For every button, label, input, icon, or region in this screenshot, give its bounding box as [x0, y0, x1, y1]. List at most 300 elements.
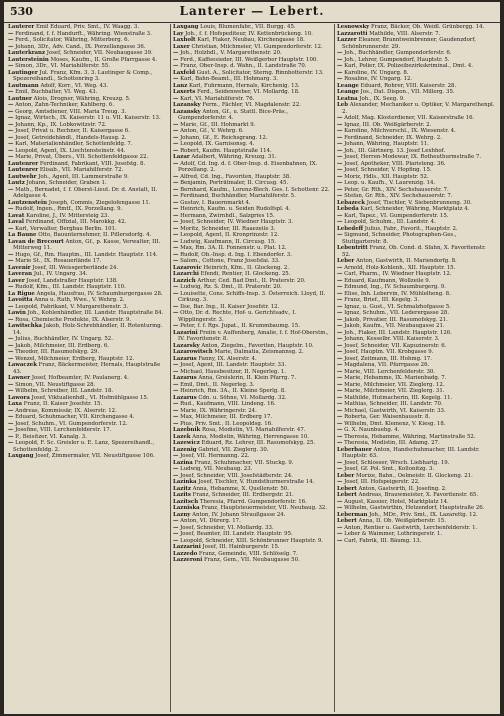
entry-name: — [337, 375, 343, 381]
entry-details: Eduard, Rohrer, VIII. Kaiserstr. 28. [360, 82, 457, 89]
entry-details: Christian, Milchmeier, VI. Gumpendorferstr. 12. [191, 43, 323, 50]
entry-details: Joh., Holzhdl., V. Margarethenstr. 20. [180, 50, 282, 56]
entry-name: — [8, 63, 14, 69]
entry-details: Theresia, Pfarrd. Gumpendorferstr. 16. [199, 498, 307, 505]
entry-name: — [173, 472, 179, 479]
entry-details: Johann, 3Dr., Adv. Cand., IX. Porzellangasse 36. [15, 43, 146, 50]
directory-column-2 [170, 24, 334, 712]
entry-details: Joh., IX. Seeg. 9. [359, 95, 405, 102]
entry-name: — [337, 115, 343, 121]
entry-details: Johann, Kp., IX. Lobkowitzstr. 72. [15, 121, 107, 128]
entry-details: Carl, Fabrik, III. Bäumg. 13. [344, 537, 422, 544]
entry-details: Eduard, Kaufmann, Wollzeile 9. [344, 277, 431, 284]
entry-details: Franz, Ober-Insp. d. Wahn., II. Landstraße 70. [180, 63, 307, 69]
entry-name: — [173, 238, 179, 245]
entry-details: Anton, Gf., p. Kasse, Verwalter, III. Mitterweg 11. [13, 238, 161, 251]
entry-name: Leange [337, 82, 359, 89]
directory-entry [173, 310, 332, 323]
entry-name: — [337, 459, 343, 466]
entry-details: Josef, Viktualienhdl., VI. Hofmühlgasse 15. [31, 394, 149, 401]
entry-name: — [337, 336, 343, 342]
entry-details: Cdn. u. Söhne, VI. Mollardg. 32. [198, 394, 287, 401]
directory-column-1 [6, 24, 170, 712]
entry-name: Lesnowsky [337, 24, 370, 30]
entry-details: Wilhelm, Dmt. Klemenz, V. Kiesg. 18. [344, 420, 446, 427]
entry-name: Lazarchi [173, 271, 199, 277]
entry-name: Lazansky [173, 102, 201, 108]
entry-name: — [173, 212, 179, 219]
entry-name: — [8, 108, 14, 115]
entry-details: Ilse, Bar. Ing., II. Kaiser Josefstr. 12. [180, 303, 280, 310]
entry-name: — [337, 401, 343, 407]
entry-name: — [173, 524, 179, 531]
entry-details: Jakob, Kaufm., VII. Neubaugasse 21. [344, 323, 445, 329]
entry-name: — [173, 537, 179, 544]
entry-details: Emil, Dmt., II. Negerleg. 3. [180, 381, 255, 388]
entry-name: — [173, 160, 179, 167]
entry-details: Josef, Schneider, VI. Mollardg. 33. [180, 524, 274, 531]
entry-name: — [337, 121, 343, 128]
entry-name: Lauterkranz [8, 50, 46, 56]
directory-entry [337, 245, 496, 258]
entry-name: Leberbauer [337, 446, 372, 453]
entry-name: — [173, 251, 179, 258]
entry-details: Joh., Lehrer, Gumpendorf, Hauptstr. 5. [344, 56, 450, 63]
entry-details: Franz, Hauptsteuermeister, VII. Neubaug. 32. [201, 505, 328, 511]
entry-details: Joseph, Commis, Ziegelofengasse 11. [48, 199, 151, 206]
entry-details: Anton, Gastwirth, II. Mariendorfg. 8. [355, 258, 457, 264]
entry-name: — [173, 199, 179, 206]
entry-details: Ferd., Solicitator, Währing, Mitterberg. 6. [15, 37, 130, 43]
directory-column-3 [334, 24, 498, 712]
entry-name: Lavan de Brecourt [8, 238, 64, 245]
entry-details: Anton, Gastwirth, II. Josefing. 2. [358, 485, 447, 492]
entry-details: Moses, Kaufm., II. Große Pfarrgasse 4. [50, 56, 158, 63]
entry-name: Lavoitta [8, 297, 33, 303]
entry-details: Anton, Gf., V. Wehrg. 6. [180, 128, 244, 134]
entry-details: Adolf, Korr., VI. Weg. 43. [40, 82, 109, 89]
entry-details: Josefine, VIII. Lerchenfelderstr. 17. [15, 427, 112, 433]
entry-name: — [173, 258, 179, 264]
entry-details: Alfred, Cd. Ing., Favoriten, Hauptstr. 38. [180, 173, 291, 180]
entry-name: — [337, 232, 343, 238]
entry-details: Simon, 3Dr., VI. Mariahilferstr. 55. [15, 63, 110, 69]
entry-name: — [337, 323, 343, 329]
directory-entry [8, 239, 168, 252]
entry-details: Max, Rm. 3A. II. Fonnenstr. u. Plat. 12. [180, 245, 287, 251]
entry-details: Theodor, III. Rasumofskyg. 29. [15, 349, 100, 355]
entry-name: — [173, 121, 179, 128]
entry-details: Edmund, Ing., IV. Schaumburgerg. 9. [344, 284, 446, 290]
entry-details: Franz, Schneider, III. Erdbergstr. 21. [192, 492, 294, 498]
entry-name: — [8, 121, 14, 128]
entry-name: — [337, 355, 343, 362]
entry-details: Peter, f. f. Rgs. Jupat., II. Krummbaumg. 15. [180, 323, 300, 329]
entry-details: Ignaz, III. Ob. Weißgärberstr. 2. [344, 121, 432, 128]
entry-details: Ferd., Kaffeesieder, III. Weißgerber Hauptstr. 100. [180, 56, 319, 63]
entry-name: Laxgang [173, 24, 199, 30]
running-head: Lanterer — Lebert. [179, 4, 325, 18]
entry-name: — [8, 420, 14, 427]
entry-details: Rud., Kaufmann, VIII. Lindeng. 16. [180, 401, 276, 407]
entry-name: — [337, 329, 343, 336]
entry-name: — [337, 310, 343, 316]
entry-details: Morize, Bahn., Oelmeistr. II. Glockeng. 21. [355, 472, 473, 479]
directory-columns [6, 24, 498, 712]
entry-details: Alexander, Mechaniker u. Optiker, V. Margarethenpl. 2. [342, 102, 495, 115]
entry-name: Laver [8, 277, 25, 284]
entry-details: Simon, VII. Neustiftgasse 28. [15, 381, 96, 388]
entry-name: Lazebnik [173, 427, 201, 433]
entry-details: Heinrich, Kfm., II. Glockeng. 2. [203, 264, 289, 271]
entry-name: — [173, 193, 179, 199]
entry-details: Josef, Schuhm., VI. Gumpendorferstr. 12. [15, 420, 128, 427]
entry-details: Moriz, Hdls., XII. Hauptstr. 52. [344, 173, 429, 180]
entry-details: Emil Eduard, Priv. Smt., IV. Waagg. 3. [35, 24, 140, 30]
entry-name: — [8, 102, 14, 108]
entry-details: Ludwig, Kaufmann, II. Circusg. 15. [180, 238, 277, 245]
entry-details: Stefan, Gr. Rth., XIV. Sechshauserstr. 7. [344, 193, 453, 199]
entry-name: — [173, 381, 179, 388]
entry-name: Laxa [8, 401, 22, 407]
entry-details: Rudolf, Ingen., Rmtf., IX. Porzellang. 9. [15, 206, 123, 212]
entry-details: Josef, Agent, III. Landstr. Hauptstr. 33. [180, 362, 287, 368]
entry-details: Anna u. Rath, Wwe., V. Wehrg. 2. [34, 297, 125, 303]
entry-details: Anton, VI. Dürerg. 17. [180, 518, 241, 524]
entry-details: Hermann, Zwirnhdl., Salzgries 15. [180, 212, 275, 219]
entry-details: Jos., Dat. Dispon., VII. Millerg. 35. [360, 89, 455, 95]
entry-name: Lazitsch [173, 498, 199, 505]
entry-details: Josef, Beamter, III. Landstr. Hauptstr. 95. [180, 531, 293, 537]
entry-name: — [337, 212, 343, 219]
entry-details: Karl, Bahn-Beamt., III. Hohmarg. 3. [180, 76, 278, 82]
entry-details: Josef, Schlosser, Wrsch. Liebhartg. 19. [344, 459, 450, 466]
entry-details: Marie, Hebamme, IX. Marienbadg. 7. [344, 375, 447, 381]
entry-name: — [173, 453, 179, 459]
entry-name: Laxholt [173, 37, 196, 43]
entry-details: Karl, Fuhrmann, Hernals, Kirchenig. 13. [188, 82, 300, 89]
entry-details: Sigmund, Schneider, Photographen-Ges., Stuttgarterstr. 8. [342, 232, 457, 245]
entry-name: — [337, 498, 343, 505]
entry-details: Emil, Buchhalter, VI. Weg. 43. [15, 89, 98, 95]
entry-details: Rudolf, Ob.-Insp. d. Ing. I. Ebendorfer. 3. [180, 251, 292, 258]
directory-entry [173, 161, 332, 174]
entry-details: Benjamin, Porträtmaler, II. Circusg. 45. [180, 180, 289, 186]
entry-name: — [337, 440, 343, 446]
entry-details: Josef, Tischler, V. Hundsthurmerstraße 14. [198, 479, 315, 485]
entry-details: Marie, Privat, Übers., VII. Schottenfeldgasse 22. [15, 154, 149, 160]
entry-name: — [337, 76, 343, 82]
entry-details: Marie, IX. Währingerstr. 24. [180, 407, 257, 414]
entry-name: Laxgang [8, 453, 34, 459]
entry-name: La Baune [8, 232, 37, 238]
entry-details: Leber & Waimmer, Lothringerstr. 1. [344, 531, 443, 537]
entry-details: Wilhelm, Gastwirthin, Hetzendorf, Hauptstraße 26. [344, 505, 485, 511]
entry-name: — [173, 56, 179, 63]
entry-name: — [337, 284, 343, 290]
entry-name: — [337, 537, 343, 544]
entry-name: — [173, 362, 179, 368]
entry-details: Louis, Blumenfabr., VII. Burgg. 45. [200, 24, 296, 30]
entry-details: Adolf, Cd. Ing. d. f. Ober-Insp. d. Eisenbahnen, IX. Porzellang. 2. [178, 160, 318, 173]
entry-name: Lazits [173, 492, 191, 498]
entry-details: Wenzel, Milchmeier, Erdberg, Hauptstr. 12. [15, 355, 135, 362]
entry-name: Lazinka [173, 479, 197, 485]
entry-details: P., Beisitzer, VI. Kanalg. 3. [15, 433, 87, 440]
entry-name: — [173, 290, 179, 297]
entry-name: — [337, 69, 343, 76]
entry-name: — [337, 388, 343, 394]
entry-details: Joh., Agent, III. Lammerstraße 9. [38, 173, 129, 180]
entry-name: Lavenir [8, 264, 31, 271]
entry-details: Gustav, I. Bauernmarkt 4. [180, 199, 251, 206]
entry-details: Josef, Landstraßer Hauptstr. 138. [26, 277, 118, 284]
entry-name: Lautz [8, 180, 25, 186]
entry-details: Johann, Kesselbr. VIII. Kaiserstr. 3. [344, 336, 440, 342]
entry-details: Joh., Fiaker, III. Landstr. Hauptstr. 126. [344, 329, 452, 336]
entry-details: Karl, Verwalter, Bergbau Berlin. 101. [15, 225, 117, 232]
entry-details: Franz, Brief., III. Kegelg. 3. [344, 297, 420, 303]
entry-name: — [337, 277, 343, 284]
entry-details: Rosa, Modistin, VI. Mariahilferstr. 47. [201, 427, 306, 433]
entry-details: Karoline, J., IV. Mittersteig 23. [26, 212, 110, 219]
entry-details: Jakob, Privatier, III. Rasumofskyg. 21. [344, 316, 448, 323]
directory-entry [337, 232, 496, 245]
entry-details: Andreas, Brauwmeister, X. Favoritenstr. 65. [358, 492, 479, 498]
entry-name: Lebert [337, 492, 357, 498]
entry-name: Lebeda [337, 206, 359, 212]
entry-name: — [173, 407, 179, 414]
entry-details: Josef, Herren-Modewar, IX. Rotheuthurmstraße 7. [344, 154, 482, 160]
entry-name: Lay [173, 30, 184, 37]
entry-details: Josef, Privat u. Rechner, II. Kaisergasse 6. [15, 128, 130, 134]
entry-details: Ferdinand, Fabrikant, VIII. Josefstg. 8. [39, 160, 146, 167]
entry-name: Lazzich [173, 277, 196, 284]
entry-name: — [8, 316, 14, 323]
entry-details: Jul., IV. Ungarg. 34. [33, 271, 88, 277]
directory-entry [337, 102, 496, 115]
entry-details: Joh., III. Gärtnerg. 13. Josef Lexhhof. [344, 147, 446, 154]
entry-details: Moritz, Schneider, III. Raaezeile 3. [180, 225, 276, 232]
entry-details: Josef, Tischler, V. Siebenbrunneng. 30. [366, 199, 472, 206]
entry-name: — [8, 225, 14, 232]
entry-details: Max, Milchmeier, III. Erdberg 17. [180, 414, 273, 420]
entry-name: Lazenig [173, 446, 197, 453]
entry-name: Lazzedo [173, 550, 198, 557]
entry-name: Lazarus [173, 375, 197, 381]
entry-details: Heinrich, Rm. 3A., II. Kleine Sperlg. 8. [180, 388, 286, 394]
entry-details: Jakob, Milchmeier, III. Erdberg. 6. [15, 342, 109, 349]
entry-name: Lazarovic [173, 264, 202, 271]
entry-details: Josef, III. Weissgerberlände 24. [32, 264, 119, 271]
entry-name: — [8, 154, 14, 160]
entry-details: Josef, Schneider, IV. Wiedner Hauptstr. 3. [180, 219, 294, 225]
entry-name: — [8, 206, 14, 212]
entry-name: — [337, 56, 343, 63]
entry-details: Marie, Milchmeier, VII. Zieglerg. 31. [344, 388, 445, 394]
entry-name: Lebert [337, 485, 357, 492]
entry-name: Lebert [337, 518, 357, 524]
entry-name: — [337, 141, 343, 147]
directory-entry [173, 109, 332, 122]
entry-details: Karl, VI. Mariahilferstr. 76. [180, 95, 255, 102]
entry-details: Rosa, Chemische Produkte, IX. Alserstr. 9. [15, 316, 132, 323]
entry-details: Anna, II. Ob. Weißgärberstr. 15. [358, 518, 446, 524]
entry-details: Math., Bernadet, f. f. Oberst-Lieut. Dr. d. Anstalt, II. Adelgasse 4. [13, 186, 158, 199]
entry-details: Anton, Rentier u. Gastwirth, Lerchenfelderstr. 1. [344, 524, 478, 531]
directory-entry [8, 453, 168, 460]
entry-name: Lawora [8, 394, 30, 401]
entry-name: Lazzarini [173, 544, 201, 550]
entry-details: Michael, Gastwirth, VI. Kaiserstr. 33. [344, 407, 446, 414]
entry-details: Julius, Buchhändler, IV. Ungarg. 52. [15, 336, 113, 342]
entry-name: — [173, 134, 179, 141]
entry-name: — [337, 316, 343, 323]
entry-details: Franz, Gemeinde, VIII. Schlöselg. 7. [198, 550, 298, 557]
entry-details: Adolf, Mag. Klosterdiener, VII. Kaiserstraße 16. [344, 115, 475, 121]
entry-name: — [173, 173, 179, 180]
entry-details: Franz, Bäckermeister, Hernals, Hauptstraße 43. [13, 362, 161, 375]
entry-details: Johann, Schneider, Graben 1. [26, 180, 107, 186]
entry-details: Joh., MDr., Priv. Smt., IX. Lazarettg. 12. [369, 511, 478, 518]
entry-details: Ludwig, VII. Neubaug. 23. [180, 466, 253, 472]
entry-name: — [173, 128, 179, 134]
entry-name: — [173, 466, 179, 472]
entry-details: Rosaline, IV. Ungarg. 12. [344, 76, 413, 82]
entry-details: Marie, Dalmatia, Zeismannsg. 2. [214, 349, 304, 355]
entry-name: Lebedeff [337, 225, 364, 232]
entry-name: — [337, 407, 343, 414]
entry-name: — [173, 284, 179, 290]
entry-name: — [8, 89, 14, 95]
entry-name: — [173, 310, 179, 316]
entry-name: — [337, 505, 343, 511]
entry-details: Peter, Gr. Rth., XIV. Sechshauserstr. 7. [344, 186, 449, 193]
entry-name: Leberman [337, 511, 368, 518]
entry-name: — [337, 290, 343, 297]
entry-name: — [337, 420, 343, 427]
directory-entry [337, 37, 496, 50]
entry-name: — [337, 160, 343, 167]
entry-name: — [337, 154, 343, 160]
entry-details: Karl, Polier, IX. Polizeibezirkskriminal., Dmt. 4. [344, 63, 473, 69]
entry-name: Lazarus [173, 394, 197, 401]
entry-name: Lazek [173, 433, 191, 440]
entry-details: Ferdinand, f. f. Handurft., Währing. Wienstraße 3. [15, 30, 152, 37]
directory-entry [173, 557, 332, 564]
page-number: 530 [10, 5, 33, 18]
entry-name: — [173, 323, 179, 329]
entry-details: Franz, Bäcker, Ob. Weidl. Grünbergg. 14. [371, 24, 485, 30]
directory-entry [8, 362, 168, 375]
entry-details: Ferdinand, Offizial, III. Marokkg. 42. [25, 219, 127, 225]
entry-name: — [337, 63, 343, 69]
entry-name: — [173, 141, 179, 147]
entry-details: Josef, Gf. Pol. Smt., Kollonitzg. 3. [344, 466, 435, 472]
entry-details: Eleanor, Branntweinbrenner, Gaudenzdorf, Schönbrunnerstr. 29. [342, 37, 476, 50]
entry-details: Alois, Drogner, Währing, Kreuzg. 5. [33, 95, 131, 102]
entry-details: Karoline, Milchverschl., IX. Wiesenstr. 4. [344, 128, 456, 134]
entry-details: Anna, Greislerin, II. Klein Pfarrg. 7. [198, 375, 297, 381]
entry-details: Karl, Schneider, Währing, Marktplatz 4. [360, 206, 470, 212]
entry-details: Karl, Materialienhändler, Schottenfeldg. 7. [15, 141, 133, 147]
entry-details: Josef, Zimmermaler, VII. Neustiftgasse 106. [35, 453, 155, 459]
entry-details: Marie, VIII. Lerchenfelderstr. 30. [344, 368, 436, 375]
entry-name: — [337, 271, 343, 277]
entry-name: — [8, 407, 14, 414]
entry-details: Ferd., Seidenweber, VI. Mollardg. 18. [197, 89, 300, 95]
entry-details: Freiin v. Auffenberg, Amalie, f. f. Hof-Oberstm., IV. Favoritenstr. 8. [178, 329, 329, 342]
entry-details: Efendi, Rentier, II. Glockeng. 25. [200, 271, 291, 277]
entry-name: — [337, 303, 343, 310]
entry-details: Joh., Buchhändler, Gumpendorferstr. 6. [344, 50, 452, 56]
directory-entry [8, 187, 168, 200]
entry-name: — [337, 362, 343, 368]
entry-name: — [337, 531, 343, 537]
entry-details: G. X. Naunbuehg. 4. [344, 427, 400, 433]
entry-details: Georg, Amtsdiener, VIII. Maria Treug. 3. [15, 108, 127, 115]
entry-name: — [337, 297, 343, 303]
entry-details: Anna, Modistin, Währing, Herrengasse 10. [192, 433, 309, 440]
entry-name: Lazny [173, 511, 191, 518]
entry-details: Josef, Schneider, VII. Kapuzinerstr. 6. [344, 342, 447, 349]
entry-name: — [8, 37, 14, 43]
entry-details: Josef, Schneider, VIII. Josefstädterstr. 24. [180, 472, 293, 479]
entry-details: Ferm., Fächler, VI. Magdalenstr. 22. [202, 102, 301, 108]
entry-details: Josef, Schneider, VII. Neubaugasse 39. [46, 50, 153, 56]
entry-name: — [173, 245, 179, 251]
entry-name: — [8, 303, 14, 310]
entry-name: — [337, 466, 343, 472]
entry-name: Leange [337, 89, 359, 95]
entry-details: Gust. A., Solicitator, Sterng. Rinnbotterstr. 13. [196, 69, 324, 76]
entry-details: Otto, Dr. d. Rechte, Hof- u. Gerichtsadv., I. Wipplingerstr. 3. [178, 310, 297, 323]
entry-name: — [337, 479, 343, 485]
entry-name: — [337, 128, 343, 134]
entry-details: Eduard, Schuhmacher, VII. Kirchengasse 4. [15, 414, 135, 420]
entry-name: Lautersteinin [8, 56, 49, 63]
entry-details: Anton, Handschuhmacher, III. Landstr. Hauptstr. 63. [342, 446, 480, 459]
entry-name: — [8, 251, 14, 258]
entry-name: Laxfeld [173, 69, 196, 76]
entry-details: Josef, Apotheker, VIII. Piaristeng. 36. [344, 160, 446, 167]
entry-details: Michael, Hausbesitzer, II. Negerleg. 1. [180, 368, 287, 375]
entry-name: — [173, 531, 179, 537]
entry-details: Josef, Getreidehändl., Handels-Hausg. 2. [15, 134, 127, 141]
entry-name: — [337, 264, 343, 271]
entry-name: Lebentritt [337, 245, 368, 251]
entry-name: — [173, 225, 179, 232]
entry-name: — [173, 50, 179, 56]
entry-details: Magdalena, VII. Pfarrgasse 26. [344, 362, 430, 368]
entry-details: Heinrich, Kaufm. u. Seiden Rudolfspl. 4. [180, 206, 291, 212]
entry-name: Lazarus [173, 355, 197, 362]
entry-details: Leopold, Fabrikant, V. Margarethenstr. 3. [15, 303, 129, 310]
entry-name: — [173, 420, 179, 427]
directory-entry [337, 447, 496, 460]
entry-name: — [8, 342, 14, 349]
entry-name: — [173, 147, 179, 154]
entry-details: Mathilde, Hutmacherin, III. Kegelg. 11. [344, 394, 453, 401]
entry-name: — [337, 381, 343, 388]
entry-details: Jakob, Holz-Schrebhändler, II. Rotenturmg. 14. [13, 323, 163, 336]
entry-name: Lazzer [337, 37, 357, 43]
entry-name: — [8, 381, 14, 388]
entry-details: Franz, Schuhmacher, VII. Stuckg. 9. [194, 459, 294, 466]
entry-name: Lautzenstein [8, 199, 48, 206]
entry-name: Lawner [8, 375, 31, 381]
entry-details: Julius, Fabr., Favorit., Hauptstr. 2. [364, 225, 458, 232]
